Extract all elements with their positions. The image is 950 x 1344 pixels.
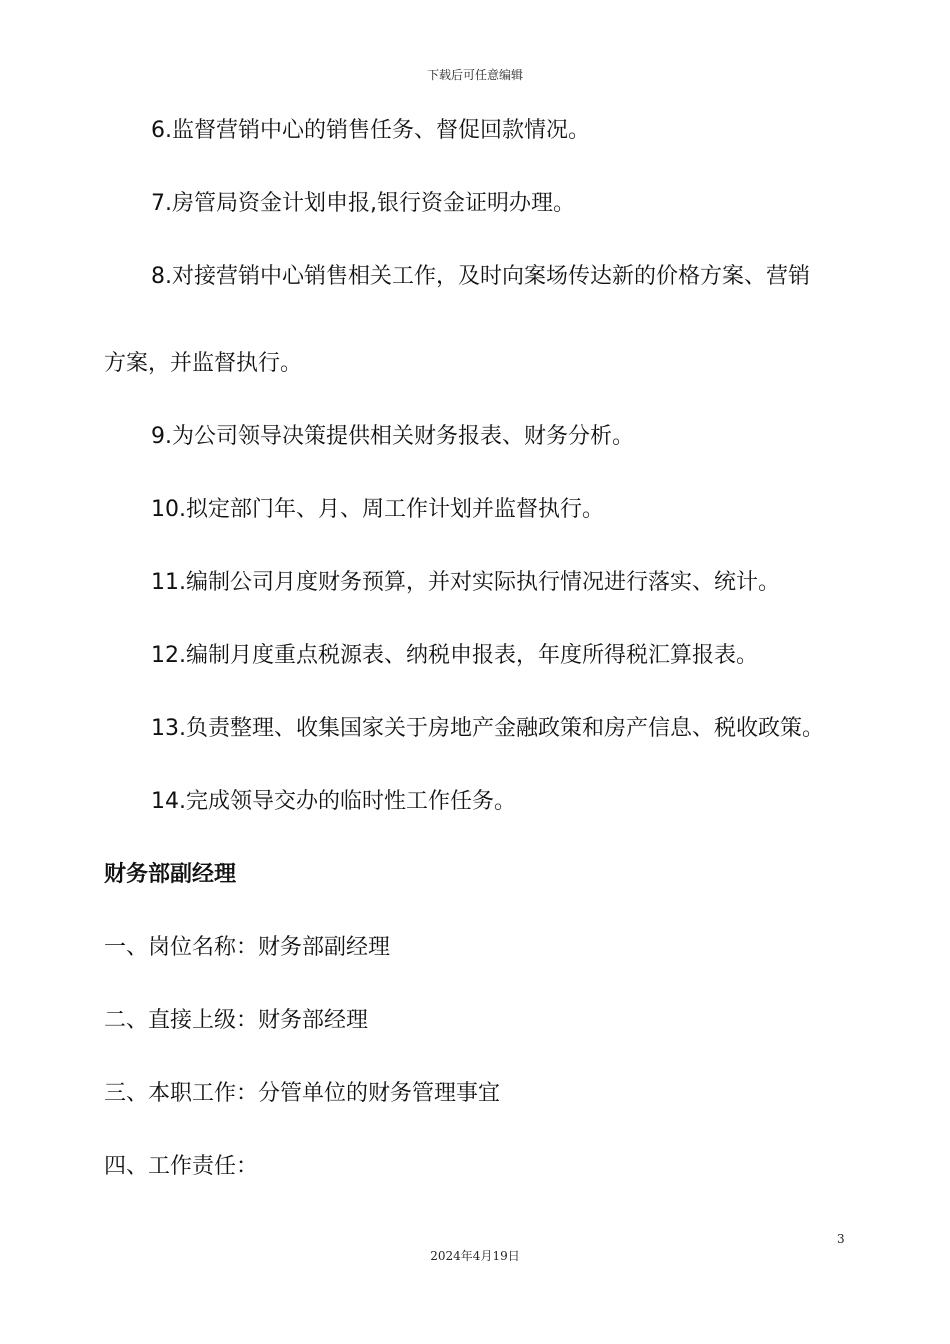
footer-date: 2024年4月19日 (430, 1249, 520, 1263)
duty-item-12: 12.编制月度重点税源表、纳税申报表，年度所得税汇算报表。 (151, 643, 758, 668)
duty-item-8-continued: 方案，并监督执行。 (104, 351, 303, 376)
page-number: 3 (837, 1232, 845, 1246)
section-title: 财务部副经理 (104, 862, 237, 887)
duty-item-8: 8.对接营销中心销售相关工作，及时向案场传达新的价格方案、营销 (151, 264, 810, 289)
field-position-name: 一、岗位名称：财务部副经理 (104, 935, 391, 960)
duty-item-10: 10.拟定部门年、月、周工作计划并监督执行。 (151, 497, 604, 522)
duty-item-6: 6.监督营销中心的销售任务、督促回款情况。 (151, 118, 590, 143)
page-header: 下载后可任意编辑 (426, 68, 523, 82)
duty-item-9: 9.为公司领导决策提供相关财务报表、财务分析。 (151, 424, 634, 449)
duty-item-14: 14.完成领导交办的临时性工作任务。 (151, 789, 516, 814)
field-direct-superior: 二、直接上级：财务部经理 (104, 1008, 369, 1033)
field-responsibilities: 四、工作责任： (104, 1154, 259, 1179)
duty-item-13: 13.负责整理、收集国家关于房地产金融政策和房产信息、税收政策。 (151, 716, 824, 741)
duty-item-7: 7.房管局资金计划申报,银行资金证明办理。 (151, 191, 575, 216)
field-primary-work: 三、本职工作：分管单位的财务管理事宜 (104, 1081, 501, 1106)
duty-item-11: 11.编制公司月度财务预算，并对实际执行情况进行落实、统计。 (151, 570, 780, 595)
